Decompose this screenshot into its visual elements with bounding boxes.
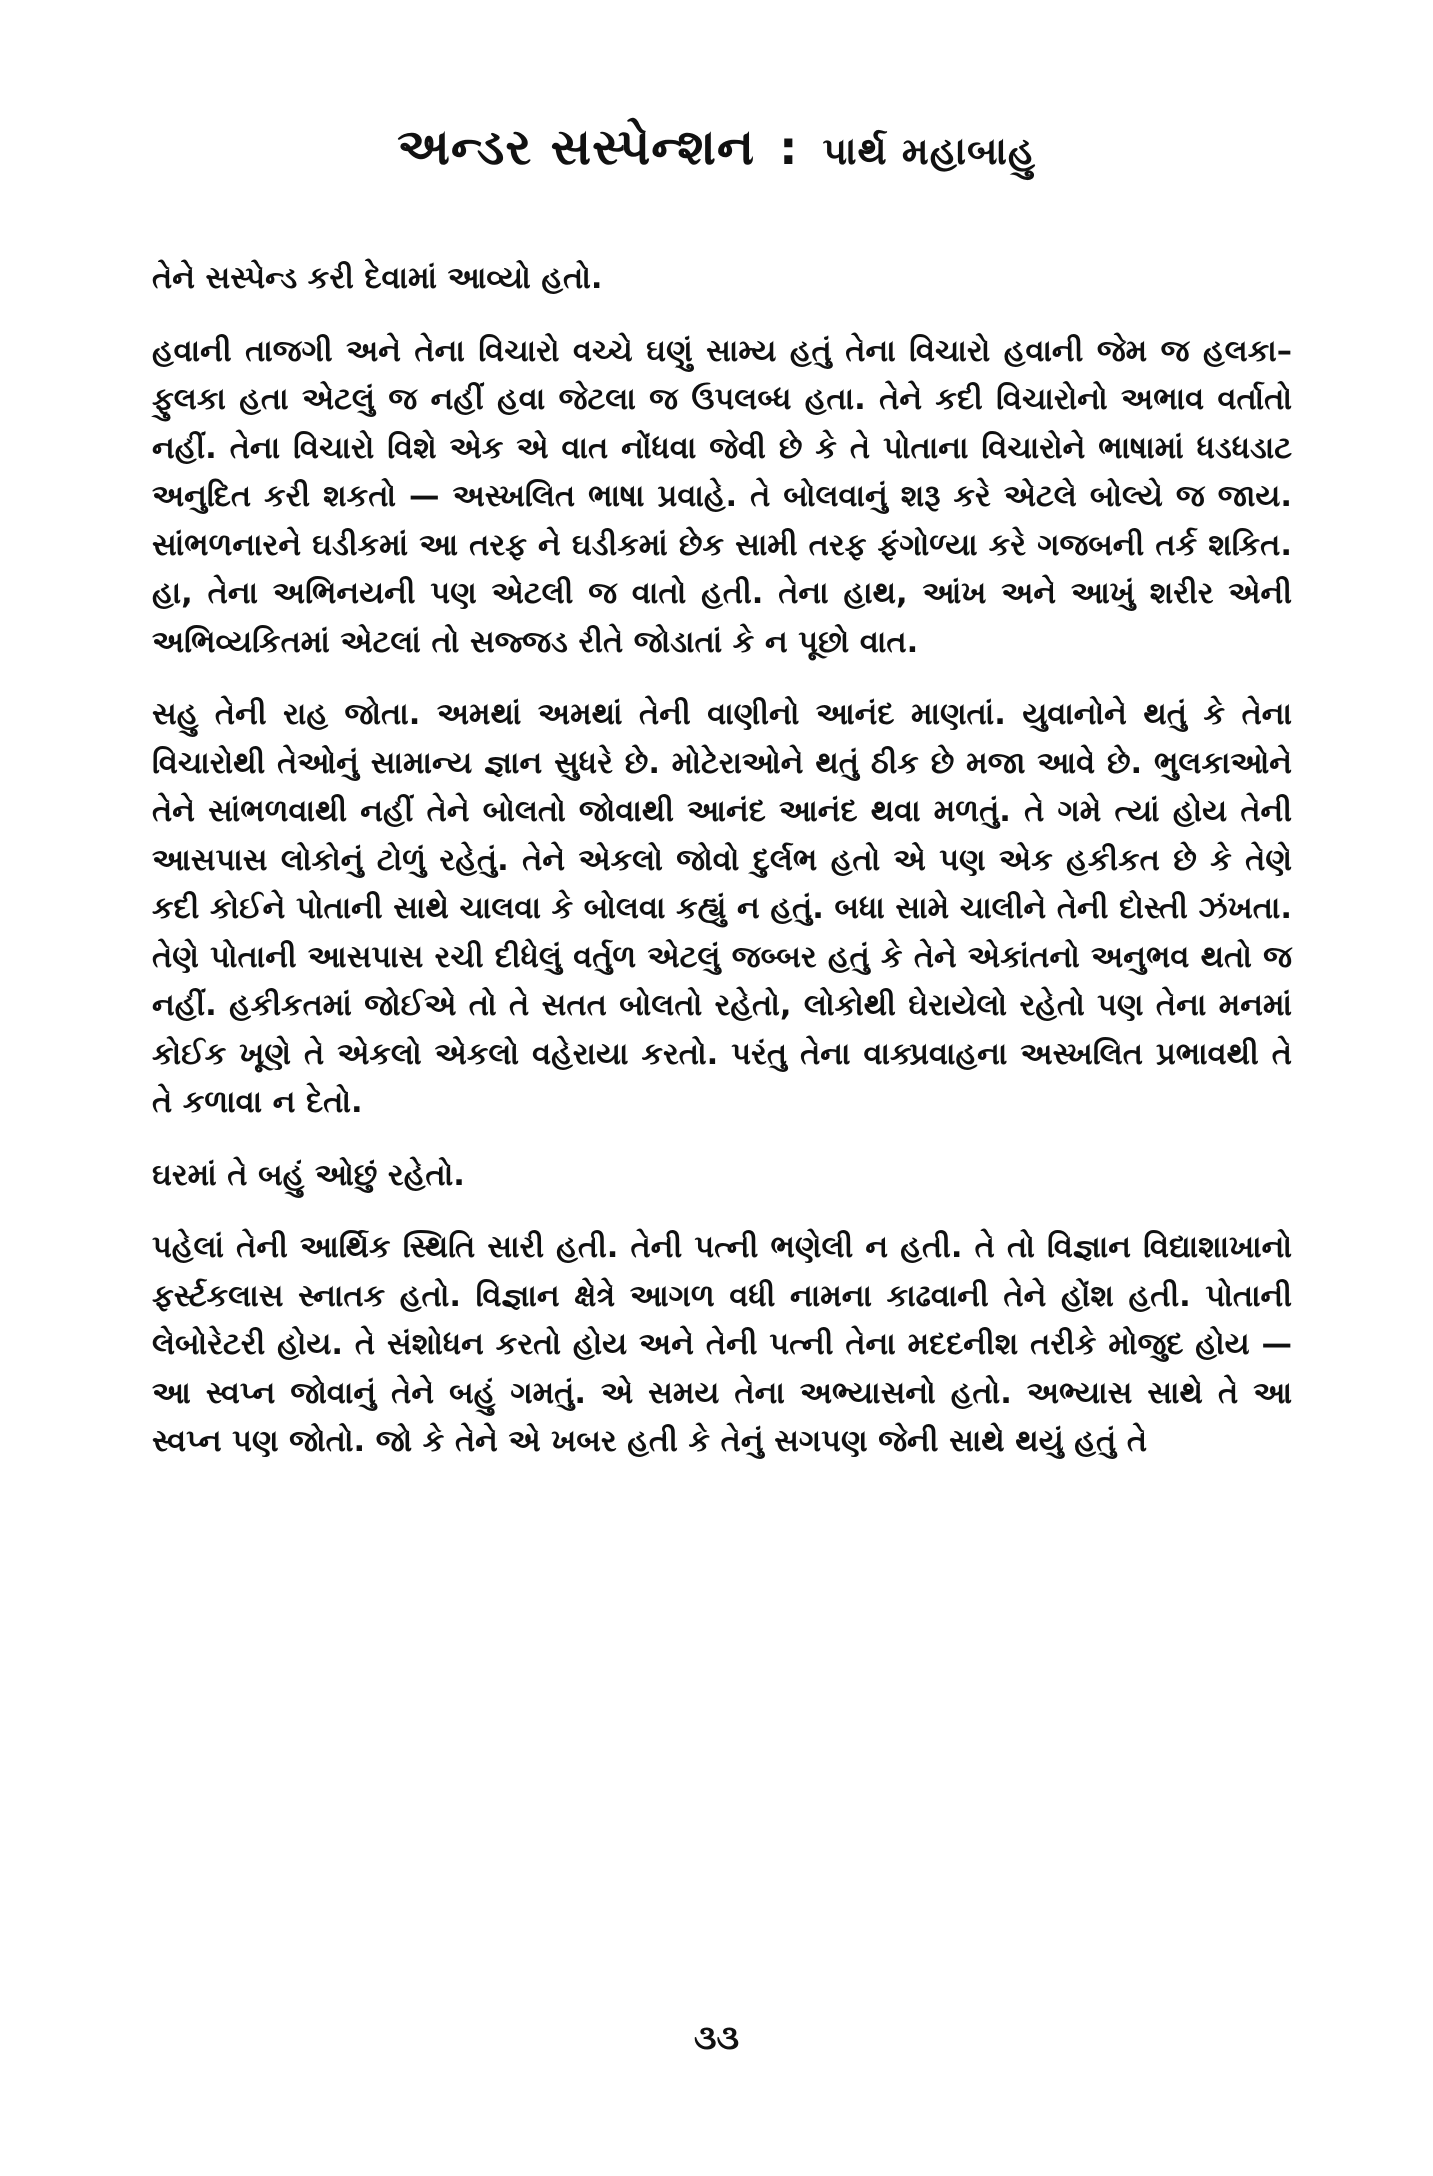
paragraph-4: ઘરમાં તે બહું ઓછું રહેતો. <box>152 1157 465 1193</box>
paragraph-5: પહેલાં તેની આર્થિક સ્થિતિ સારી હતી. તેની પત્ની ભણેલી ન હતી. તે તો વિજ્ઞાન વિદ્યાશાખાનો ફર્સ્ટકલાસ સ્નાતક હતો. વિજ્ઞાન ક્ષેત્રે આગળ વધી નામના કાઢવાની તેને હોંશ હતી. પોતાની લેબોરેટરી હોય. તે સંશોધન કરતો હોય અને તેની પત્ની તેના મદદનીશ તરીકે મોજુદ હોય — આ સ્વપ્ન જોવાનું તેને બહું ગમતું. એ સમય તેના અભ્યાસનો હતો. અભ્યાસ સાથે તે આ સ્વપ્ન પણ જોતો. જો કે તેને એ ખબર હતી કે તેનું સગપણ જેની સાથે થયું હતું તે <box>152 1230 1292 1459</box>
page-number: ૩૩ <box>693 2018 740 2058</box>
running-header <box>0 118 1433 177</box>
author-name: પાર્થ મહાબાહુ <box>822 129 1036 173</box>
paragraph-2: હવાની તાજગી અને તેના વિચારો વચ્ચે ઘણું સામ્ય હતું તેના વિચારો હવાની જેમ જ હલકા–ફુલકા હતા એટલું જ નહીં હવા જેટલા જ ઉપલબ્ધ હતા. તેને કદી વિચારોનો અભાવ વર્તાતો નહીં. તેના વિચારો વિશે એક એ વાત નોંધવા જેવી છે કે તે પોતાના વિચારોને ભાષામાં ધડધડાટ અનુદિત કરી શકતો — અસ્ખલિત ભાષા પ્રવાહે. તે બોલવાનું શરૂ કરે એટલે બોલ્યે જ જાય. સાંભળનારને ઘડીકમાં આ તરફ ને ઘડીકમાં છેક સામી તરફ ફંગોળ્યા કરે ગજબની તર્ક શકિત. હા, તેના અભિનયની પણ એટલી જ વાતો હતી. તેના હાથ, આંખ અને આખું શરીર એની અભિવ્યકિતમાં એટલાં તો સજ્જડ રીતે જોડાતાં કે ન પૂછો વાત. <box>152 333 1292 660</box>
header-separator: : <box>779 121 799 175</box>
paragraph-3: સહુ તેની રાહ જોતા. અમથાં અમથાં તેની વાણીનો આનંદ માણતાં. યુવાનોને થતું કે તેના વિચારોથી તેઓનું સામાન્ય જ્ઞાન સુધરે છે. મોટેરાઓને થતું ઠીક છે મજા આવે છે. ભુલકાઓને તેને સાંભળવાથી નહીં તેને બોલતો જોવાથી આનંદ આનંદ થવા મળતું. તે ગમે ત્યાં હોય તેની આસપાસ લોકોનું ટોળું રહેતું. તેને એકલો જોવો દુર્લભ હતો એ પણ એક હકીકત છે કે તેણે કદી કોઈને પોતાની સાથે ચાલવા કે બોલવા કહ્યું ન હતું. બધા સામે ચાલીને તેની દોસ્તી ઝંખતા. તેણે પોતાની આસપાસ રચી દીધેલું વર્તુળ એટલું જબ્બર હતું કે તેને એકાંતનો અનુભવ થતો જ નહીં. હકીકતમાં જોઈએ તો તે સતત બોલતો રહેતો, લોકોથી ઘેરાયેલો રહેતો પણ તેના મનમાં કોઈક ખૂણે તે એકલો એકલો વહેરાયા કરતો. પરંતુ તેના વાક્પ્રવાહના અસ્ખલિત પ્રભાવથી તે તે કળાવા ન દેતો. <box>152 697 1292 1120</box>
chapter-body <box>152 255 1292 1467</box>
book-title: અન્ડર સસ્પેન્શન <box>397 118 756 176</box>
paragraph-1: તેને સસ્પેન્ડ કરી દેવામાં આવ્યો હતો. <box>152 261 603 296</box>
